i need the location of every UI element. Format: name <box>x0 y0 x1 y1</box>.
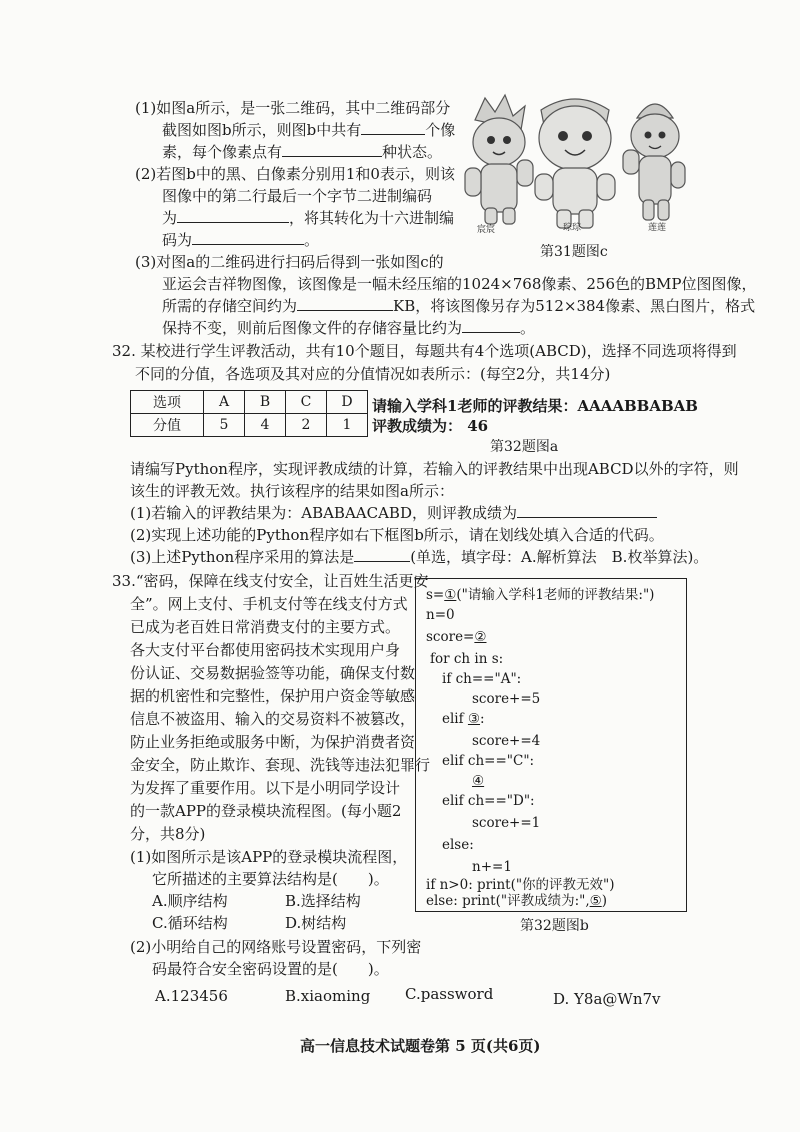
code-line: if ch=="A": <box>442 671 522 687</box>
figure-caption-32a: 第32题图a <box>490 439 559 455</box>
q33-para-line: 全”。网上支付、手机支付等在线支付方式 <box>130 595 408 613</box>
q31-p1-line1: (1)如图a所示，是一张二维码，其中二维码部分 <box>135 99 451 117</box>
q31-p2-text: 为 <box>162 209 178 227</box>
q33-para-line: 为发挥了重要作用。以下是小明同学设计 <box>130 779 401 797</box>
q31-p2-text: 。 <box>304 231 320 249</box>
q31-p2-line1: (2)若图b中的黑、白像素分别用1和0表示，则该 <box>135 165 455 183</box>
q32-sub2: (2)实现上述功能的Python程序如右下框图b所示，请在划线处填入合适的代码。 <box>130 526 664 544</box>
code-line: n+=1 <box>472 859 512 875</box>
q31-p1-line3 <box>162 141 442 163</box>
answer-blank[interactable] <box>282 141 382 157</box>
q32-sub1 <box>130 502 657 524</box>
option-b[interactable]: B.选择结构 <box>285 892 361 910</box>
table-row <box>131 391 368 414</box>
answer-blank[interactable] <box>297 295 393 311</box>
table-cell: 分值 <box>131 414 204 437</box>
table-cell: C <box>286 391 327 414</box>
q33-para-line: 防止业务拒绝或服务中断，为保护消费者资 <box>130 733 416 751</box>
code-line: elif ch=="C": <box>442 753 535 769</box>
q31-p3-line3 <box>162 295 755 317</box>
answer-blank[interactable] <box>361 119 425 135</box>
table-cell: D <box>327 391 368 414</box>
code-line: else: print("评教成绩为:",⑤) <box>426 893 608 909</box>
password-option-a[interactable]: A.123456 <box>155 987 228 1005</box>
mascot-name-2: 琮琮 <box>563 223 582 233</box>
code-blank-2[interactable]: ② <box>474 629 487 645</box>
program-output-line1: 请输入学科1老师的评教结果：AAAABBABAB <box>372 397 698 415</box>
code-blank-5[interactable]: ⑤ <box>589 893 602 909</box>
code-line <box>472 771 484 791</box>
mascot-figure <box>455 90 700 240</box>
q32-sub3-text: (单选，填字母：A.解析算法 B.枚举算法)。 <box>410 548 709 566</box>
q33-para-line: 据的机密性和完整性，保护用户资金等敏感 <box>130 687 416 705</box>
q33-para-line: 33.“密码，保障在线支付安全，让百姓生活更安 <box>112 572 429 590</box>
code-line: score+=5 <box>472 691 541 707</box>
code-line: score=② <box>426 629 487 645</box>
password-option-d[interactable]: D. Y8a@Wn7v <box>553 990 661 1008</box>
page-footer: 高一信息技术试题卷第 5 页(共6页) <box>300 1037 541 1055</box>
code-blank-4[interactable]: ④ <box>472 773 485 789</box>
answer-blank[interactable] <box>354 546 410 562</box>
q33-sub2-line2: 码最符合安全密码设置的是( )。 <box>152 960 389 978</box>
q31-p2-line3 <box>162 207 454 229</box>
q32-desc-line2: 该生的评教无效。执行该程序的结果如图a所示： <box>130 482 454 500</box>
q33-para-line: 信息不被盗用、输入的交易资料不被篡改， <box>130 710 416 728</box>
table-cell: 5 <box>204 414 245 437</box>
program-output-line2: 评教成绩为： 46 <box>372 417 489 435</box>
answer-blank[interactable] <box>462 317 520 333</box>
table-cell: 4 <box>245 414 286 437</box>
table-cell: 选项 <box>131 391 204 414</box>
option-d[interactable]: D.树结构 <box>285 914 347 932</box>
q32-sub3 <box>130 546 708 568</box>
table-cell: B <box>245 391 286 414</box>
figure-caption-31c: 第31题图c <box>540 244 608 260</box>
answer-blank[interactable] <box>517 502 657 518</box>
password-option-c[interactable]: C.password <box>405 985 494 1003</box>
q32-desc-line1: 请编写Python程序，实现评教成绩的计算，若输入的评教结果中出现ABCD以外的字符，则 <box>130 460 739 478</box>
option-a[interactable]: A.顺序结构 <box>152 892 228 910</box>
code-box <box>415 578 687 912</box>
code-line: if n>0: print("你的评教无效") <box>426 877 615 893</box>
q31-p3-line2: 亚运会吉祥物图像，该图像是一幅未经压缩的1024×768像素、256色的BMP位图图像， <box>162 275 757 293</box>
q31-p3-text: KB，将该图像另存为512×384像素、黑白图片，格式 <box>393 297 756 315</box>
q31-p1-text: 素，每个像素点有 <box>162 143 283 161</box>
q31-p3-line4 <box>162 317 535 339</box>
table-cell: 2 <box>286 414 327 437</box>
code-blank-1[interactable]: ① <box>444 587 457 603</box>
table-cell: A <box>204 391 245 414</box>
q33-para-line: 的一款APP的登录模块流程图。(每小题2 <box>130 802 402 820</box>
code-line: n=0 <box>426 607 455 623</box>
mascot-name-1: 宸宸 <box>477 225 496 235</box>
q31-p2-text: ，将其转化为十六进制编 <box>289 209 455 227</box>
q31-p2-text: 码为 <box>162 231 193 249</box>
q33-sub1-line1: (1)如图所示是该APP的登录模块流程图， <box>130 848 408 866</box>
q32-line1: 32. 某校进行学生评教活动，共有10个题目，每题共有4个选项(ABCD)，选择不同选项将得到 <box>112 342 737 360</box>
code-line: for ch in s: <box>430 651 504 667</box>
code-blank-3[interactable]: ③ <box>467 711 481 727</box>
q32-sub1-text: (1)若输入的评教结果为：ABABAACABD，则评教成绩为 <box>130 504 517 522</box>
table-cell: 1 <box>327 414 368 437</box>
code-line: score+=1 <box>472 815 541 831</box>
q31-p1-line2 <box>162 119 455 141</box>
q31-p3-text: 。 <box>520 319 536 337</box>
q31-p3-text: 所需的存储空间约为 <box>162 297 298 315</box>
q31-p3-text: 保持不变，则前后图像文件的存储容量比约为 <box>162 319 463 337</box>
q31-p2-line4 <box>162 229 319 251</box>
q31-p1-text: 个像 <box>425 121 456 139</box>
q31-p1-text: 截图如图b所示，则图b中共有 <box>162 121 362 139</box>
answer-blank[interactable] <box>192 229 304 245</box>
q33-para-line: 各大支付平台都使用密码技术实现用户身 <box>130 641 401 659</box>
password-option-b[interactable]: B.xiaoming <box>285 987 371 1005</box>
option-c[interactable]: C.循环结构 <box>152 914 228 932</box>
q31-p2-line2: 图像中的第二行最后一个字节二进制编码 <box>162 187 433 205</box>
figure-caption-32b: 第32题图b <box>520 918 589 934</box>
mascot-name-3: 莲莲 <box>648 223 667 233</box>
q31-p3-line1: (3)对图a的二维码进行扫码后得到一张如图c的 <box>135 253 444 271</box>
code-line: s=①("请输入学科1老师的评教结果:") <box>426 587 655 603</box>
score-table <box>130 390 368 437</box>
q32-sub3-text: (3)上述Python程序采用的算法是 <box>130 548 355 566</box>
code-line: elif ch=="D": <box>442 793 535 809</box>
q32-line2: 不同的分值，各选项及其对应的分值情况如表所示：(每空2分，共14分) <box>135 365 611 383</box>
answer-blank[interactable] <box>177 207 289 223</box>
code-line: elif ③: <box>442 711 485 727</box>
table-row <box>131 414 368 437</box>
code-line: else: <box>442 837 474 853</box>
q33-para-line: 份认证、交易数据验签等功能，确保支付数 <box>130 664 416 682</box>
q31-p1-text: 种状态。 <box>382 143 443 161</box>
mascot-illustration <box>455 90 700 240</box>
q33-para-line: 金安全，防止欺诈、套现、洗钱等违法犯罪行 <box>130 756 431 774</box>
q33-sub2-line1: (2)小明给自己的网络账号设置密码，下列密 <box>130 938 422 956</box>
code-line: score+=4 <box>472 733 541 749</box>
q33-sub1-line2: 它所描述的主要算法结构是( )。 <box>152 870 389 888</box>
q33-para-line: 已成为老百姓日常消费支付的主要方式。 <box>130 618 401 636</box>
q33-para-line: 分，共8分) <box>130 825 206 843</box>
